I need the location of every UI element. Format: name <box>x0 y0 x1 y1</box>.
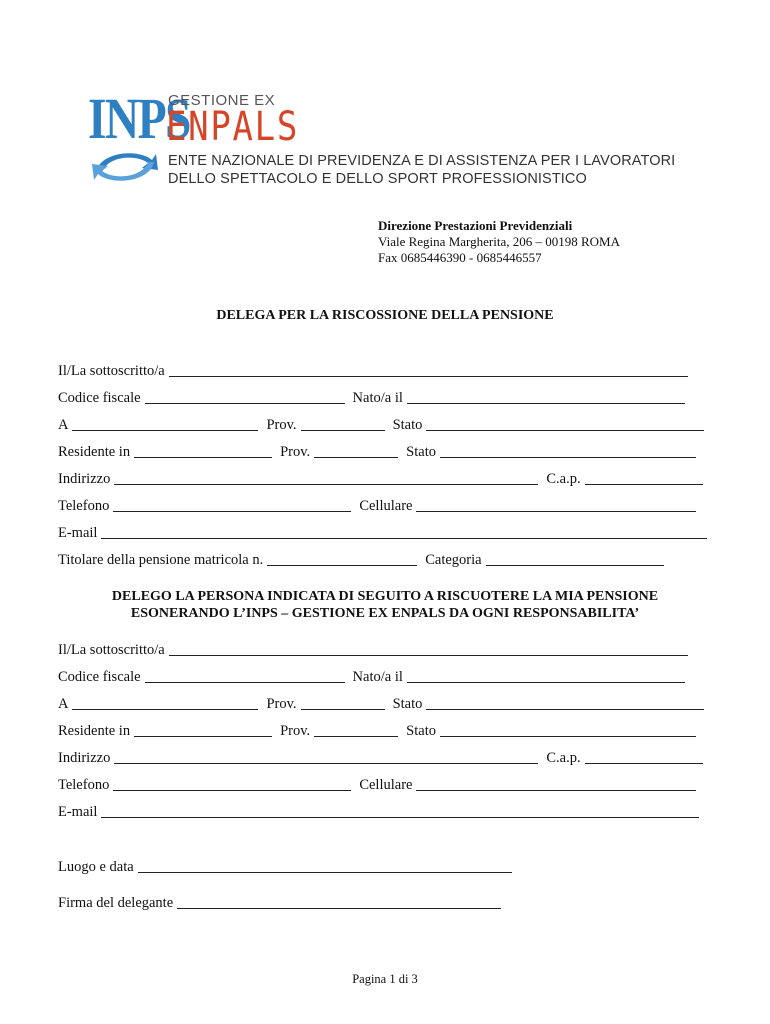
field-matricola[interactable] <box>267 552 417 566</box>
label-indirizzo: Indirizzo <box>58 471 111 487</box>
logo-enpals: ENPALS <box>166 104 300 150</box>
label-telefono: Telefono <box>58 498 110 514</box>
label-nato: Nato/a il <box>352 390 403 406</box>
field-prov[interactable] <box>301 696 385 710</box>
field-telefono[interactable] <box>113 777 351 791</box>
label-nato: Nato/a il <box>352 669 403 685</box>
label-email: E-mail <box>58 525 98 541</box>
label-stato: Stato <box>392 417 423 433</box>
field-luogo-data[interactable] <box>138 859 512 873</box>
label-stato-res: Stato <box>406 444 436 460</box>
label-stato: Stato <box>392 696 423 712</box>
field-stato[interactable] <box>426 696 704 710</box>
label-prov: Prov. <box>266 417 297 433</box>
label-residente: Residente in <box>58 723 131 739</box>
logo-full-name-line2: DELLO SPETTACOLO E DELLO SPORT PROFESSIONISTICO <box>168 171 587 187</box>
label-cap: C.a.p. <box>546 750 581 766</box>
field-telefono[interactable] <box>113 498 351 512</box>
label-indirizzo: Indirizzo <box>58 750 111 766</box>
label-stato-res: Stato <box>406 723 436 739</box>
field-email[interactable] <box>101 525 707 539</box>
label-luogo: A <box>58 696 69 712</box>
label-residente: Residente in <box>58 444 131 460</box>
document-title: DELEGA PER LA RISCOSSIONE DELLA PENSIONE <box>216 308 554 323</box>
field-cap[interactable] <box>585 750 703 764</box>
field-email[interactable] <box>101 804 699 818</box>
inps-enpals-logo <box>86 86 686 196</box>
label-prov-res: Prov. <box>280 723 311 739</box>
field-residente[interactable] <box>134 444 272 458</box>
field-firma[interactable] <box>177 895 501 909</box>
label-luogo: A <box>58 417 69 433</box>
label-sottoscritto: Il/La sottoscritto/a <box>58 363 165 379</box>
label-codice-fiscale: Codice fiscale <box>58 669 141 685</box>
field-luogo[interactable] <box>72 417 258 431</box>
label-telefono: Telefono <box>58 777 110 793</box>
field-nato[interactable] <box>407 390 685 404</box>
label-cap: C.a.p. <box>546 471 581 487</box>
label-cellulare: Cellulare <box>359 777 413 793</box>
field-sottoscritto[interactable] <box>169 642 688 656</box>
field-luogo[interactable] <box>72 696 258 710</box>
label-prov: Prov. <box>266 696 297 712</box>
field-residente[interactable] <box>134 723 272 737</box>
label-cellulare: Cellulare <box>359 498 413 514</box>
fax-numbers: Fax 0685446390 - 0685446557 <box>378 250 542 265</box>
delega-statement-line2: ESONERANDO L’INPS – GESTIONE EX ENPALS DA OGNI RESPONSABILITA’ <box>130 606 640 621</box>
label-luogo-data: Luogo e data <box>58 859 134 875</box>
delega-statement-line1: DELEGO LA PERSONA INDICATA DI SEGUITO A RISCUOTERE LA MIA PENSIONE <box>111 589 659 604</box>
field-codice-fiscale[interactable] <box>145 669 345 683</box>
field-nato[interactable] <box>407 669 685 683</box>
field-cellulare[interactable] <box>416 777 696 791</box>
label-categoria: Categoria <box>425 552 482 568</box>
field-categoria[interactable] <box>486 552 664 566</box>
field-indirizzo[interactable] <box>114 750 538 764</box>
delega-statement <box>0 588 770 622</box>
field-stato-res[interactable] <box>440 444 696 458</box>
department-name: Direzione Prestazioni Previdenziali <box>378 218 573 233</box>
logo-full-name <box>168 152 675 188</box>
field-cellulare[interactable] <box>416 498 696 512</box>
label-prov-res: Prov. <box>280 444 311 460</box>
field-prov[interactable] <box>301 417 385 431</box>
label-matricola: Titolare della pensione matricola n. <box>58 552 264 568</box>
label-codice-fiscale: Codice fiscale <box>58 390 141 406</box>
address-block <box>378 218 620 266</box>
label-sottoscritto: Il/La sottoscritto/a <box>58 642 165 658</box>
label-email: E-mail <box>58 804 98 820</box>
logo-gestione-ex: GESTIONE EX <box>168 92 276 109</box>
field-indirizzo[interactable] <box>114 471 538 485</box>
field-prov-res[interactable] <box>314 723 398 737</box>
field-stato[interactable] <box>426 417 704 431</box>
field-sottoscritto[interactable] <box>169 363 688 377</box>
logo-inps-wordmark: INPS <box>88 86 190 151</box>
field-stato-res[interactable] <box>440 723 696 737</box>
label-firma: Firma del delegante <box>58 895 174 911</box>
field-prov-res[interactable] <box>314 444 398 458</box>
logo-arrows-icon <box>90 146 160 186</box>
field-cap[interactable] <box>585 471 703 485</box>
field-codice-fiscale[interactable] <box>145 390 345 404</box>
logo-full-name-line1: ENTE NAZIONALE DI PREVIDENZA E DI ASSISTENZA PER I LAVORATORI <box>168 153 676 169</box>
page-number: Pagina 1 di 3 <box>352 972 418 986</box>
street-address: Viale Regina Margherita, 206 – 00198 ROMA <box>378 234 620 249</box>
